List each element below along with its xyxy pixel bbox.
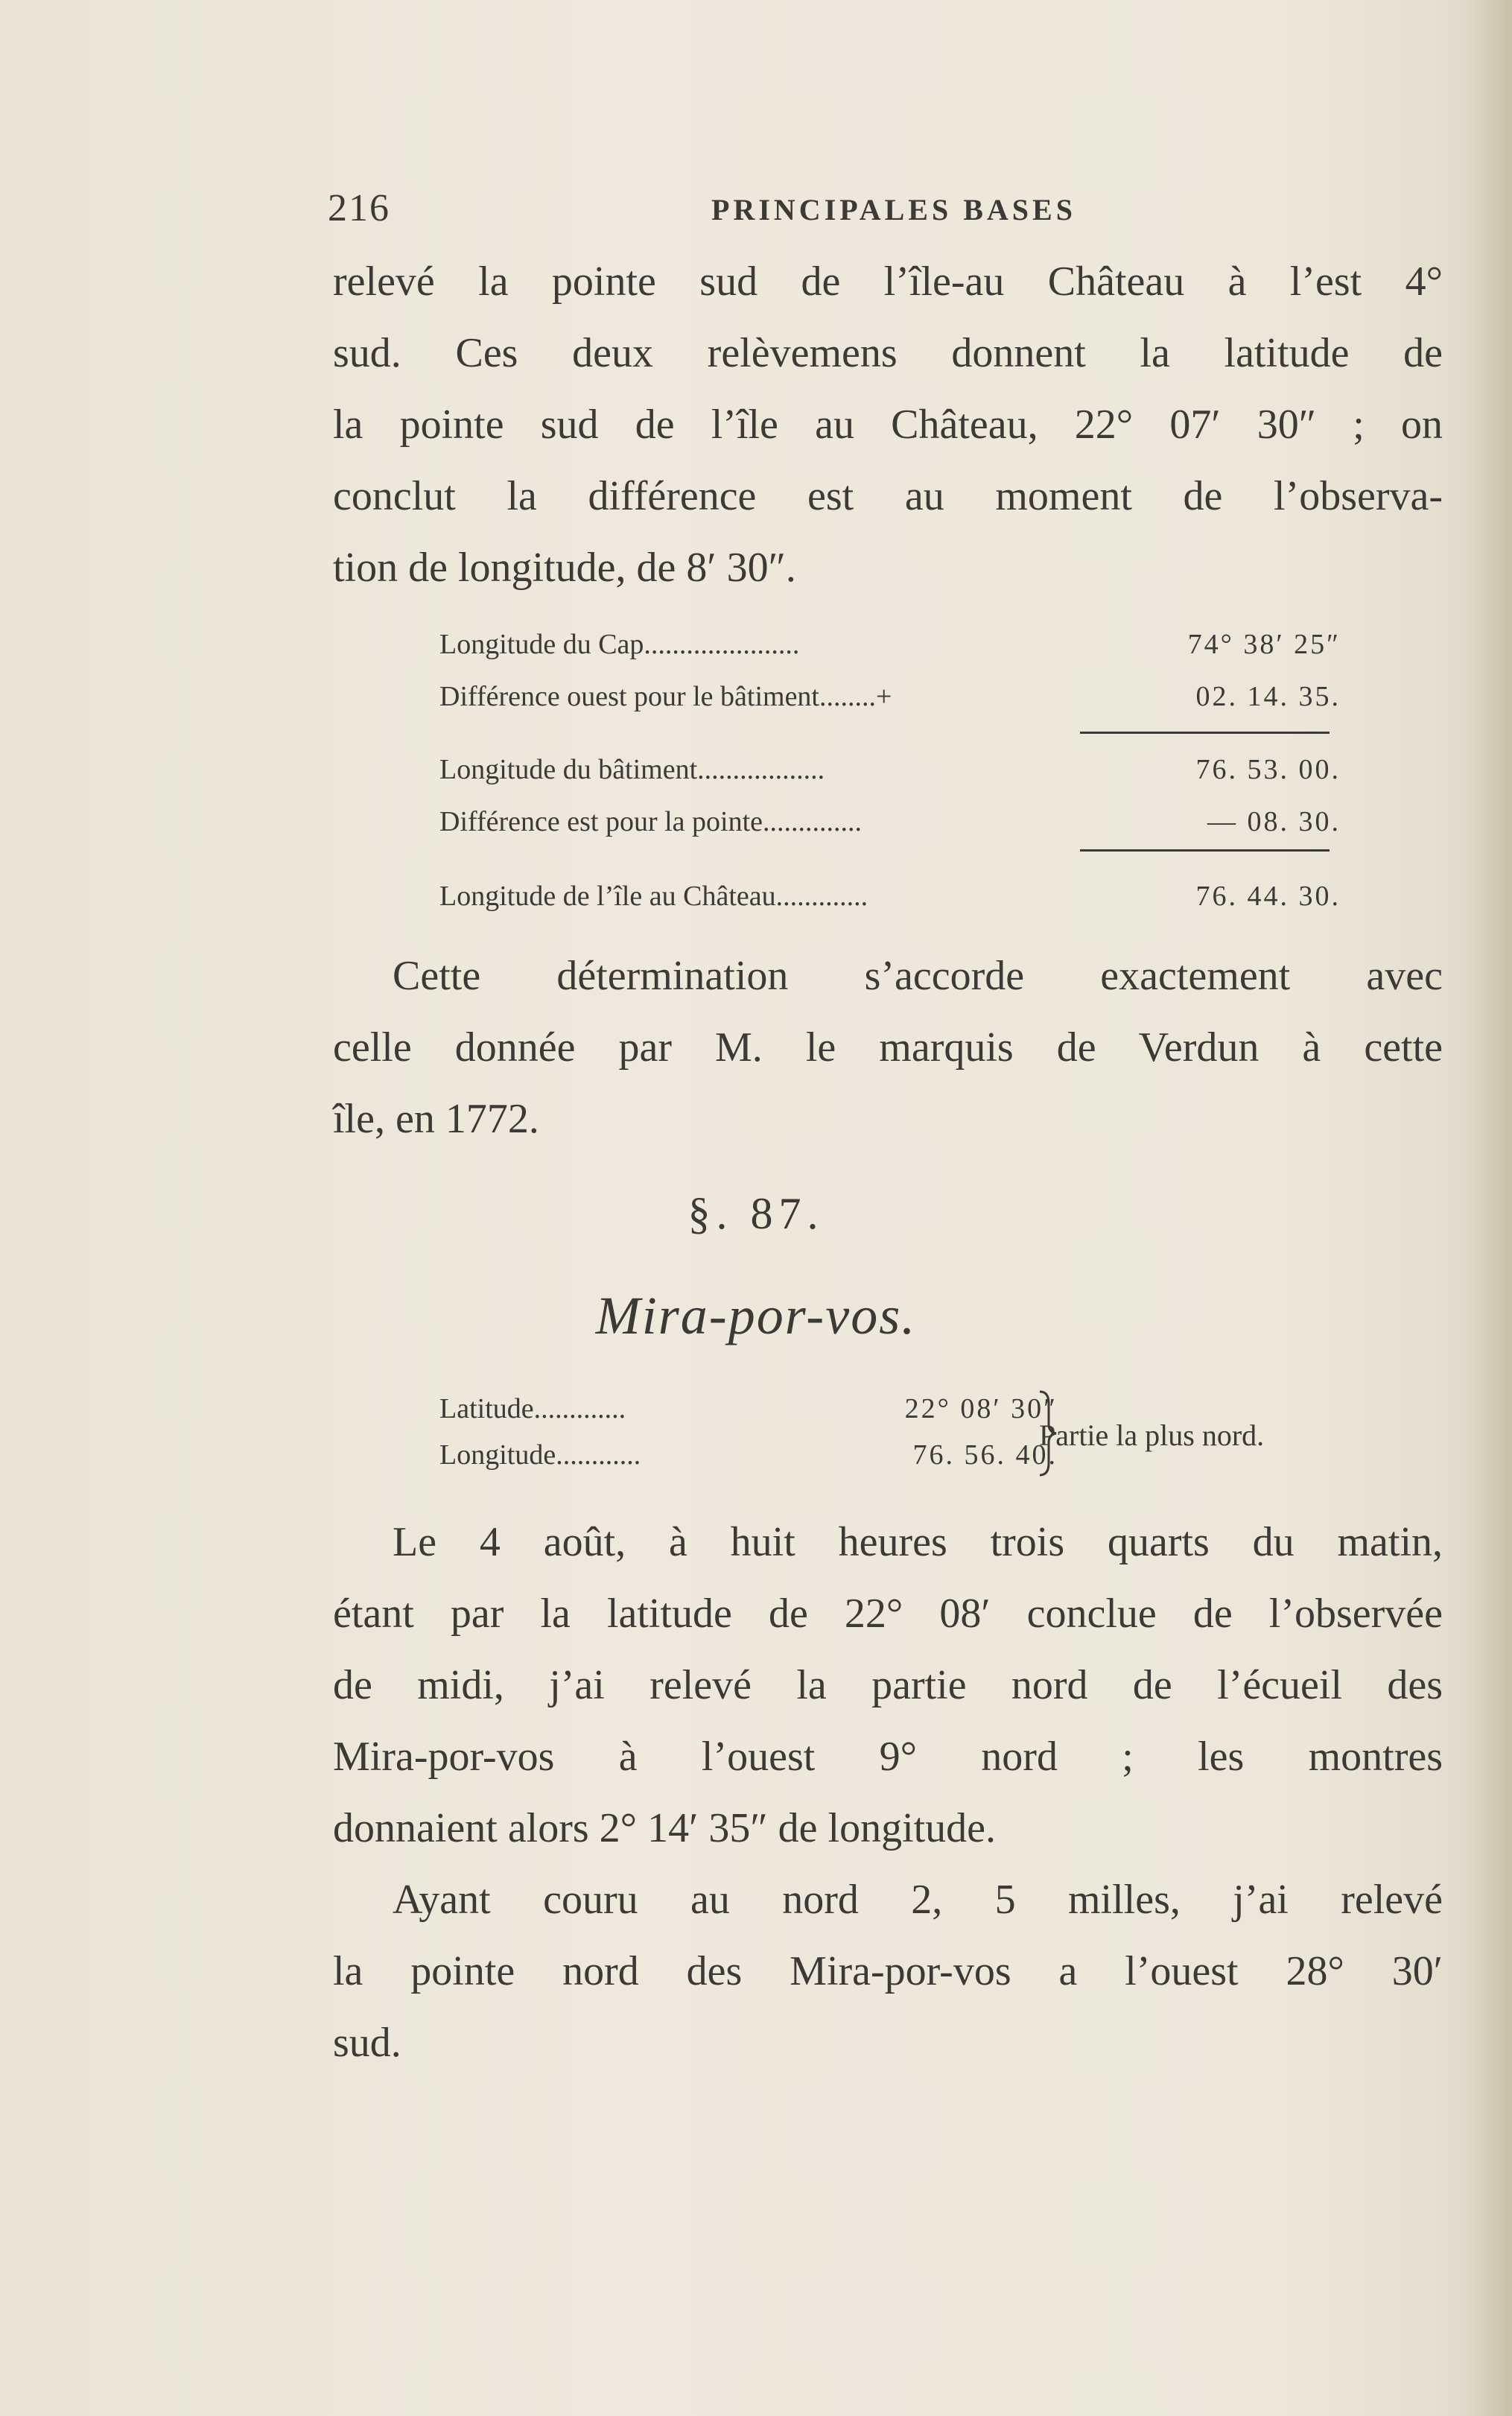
latitude-label: Latitude............. — [439, 1393, 626, 1424]
coordinates-note: Partie la plus nord. — [1039, 1418, 1265, 1452]
calc-value: — 08. 30. — [1207, 806, 1341, 837]
paragraph-1 — [333, 246, 1443, 603]
latitude-value: 22° 08′ 30″ — [904, 1393, 1058, 1424]
paragraph-line: conclut la différence est au moment de l’observa- — [333, 473, 1443, 519]
paragraph-line: Ayant couru au nord 2, 5 milles, j’ai relevé — [393, 1877, 1443, 1923]
page-header — [328, 186, 1460, 238]
coordinates-block — [439, 1386, 1423, 1478]
calc-row — [439, 618, 1341, 670]
calc-row — [439, 743, 1341, 796]
calc-value: 02. 14. 35. — [1195, 681, 1341, 712]
calc-label: Différence ouest pour le bâtiment........+ — [439, 681, 892, 712]
calc-row — [439, 870, 1341, 922]
calc-label: Différence est pour la pointe.............. — [439, 806, 863, 837]
paragraph-line: relevé la pointe sud de l’île-au Château à l’est 4° — [333, 259, 1443, 305]
calc-value: 76. 44. 30. — [1195, 881, 1341, 912]
paragraph-2 — [333, 940, 1443, 1155]
paragraph-line: étant par la latitude de 22° 08′ conclue de l’observée — [333, 1591, 1443, 1637]
calc-row — [439, 670, 1341, 723]
paragraph-line: sud. — [333, 2020, 401, 2066]
section-title: Mira-por-vos. — [595, 1286, 917, 1345]
longitude-value: 76. 56. 40. — [912, 1439, 1058, 1471]
calc-row — [439, 796, 1341, 848]
sum-rule — [1080, 732, 1330, 734]
paragraph-line: la pointe nord des Mira-por-vos a l’ouest 28° 30′ — [333, 1948, 1443, 1994]
coord-row — [439, 1432, 1423, 1478]
paragraph-line: île, en 1772. — [333, 1096, 539, 1142]
coord-row — [439, 1386, 1423, 1432]
paragraph-line: Mira-por-vos à l’ouest 9° nord ; les montres — [333, 1734, 1443, 1780]
page-number: 216 — [328, 187, 390, 229]
running-title: PRINCIPALES BASES — [711, 193, 1076, 226]
paragraph-4 — [333, 1864, 1443, 2079]
calc-label: Longitude du bâtiment.................. — [439, 754, 825, 785]
calc-value: 74° 38′ 25″ — [1187, 629, 1341, 660]
paragraph-line: la pointe sud de l’île au Château, 22° 07′ 30″ ; on — [333, 402, 1443, 448]
paragraph-line: donnaient alors 2° 14′ 35″ de longitude. — [333, 1805, 997, 1851]
longitude-calculation — [439, 618, 1341, 922]
longitude-label: Longitude............ — [439, 1439, 641, 1471]
calc-label: Longitude du Cap...................... — [439, 629, 800, 660]
calc-label: Longitude de l’île au Château............. — [439, 881, 868, 912]
paragraph-line: celle donnée par M. le marquis de Verdun à cette — [333, 1024, 1443, 1071]
paragraph-line: tion de longitude, de 8′ 30″. — [333, 545, 796, 591]
sum-rule — [1080, 849, 1330, 852]
paragraph-3 — [333, 1506, 1443, 1864]
paragraph-line: Le 4 août, à huit heures trois quarts du matin, — [393, 1519, 1443, 1565]
calc-value: 76. 53. 00. — [1195, 754, 1341, 785]
section-number: §. 87. — [687, 1189, 825, 1238]
paragraph-line: Cette détermination s’accorde exactement avec — [393, 953, 1443, 999]
paragraph-line: sud. Ces deux relèvemens donnent la latitude de — [333, 330, 1443, 376]
paragraph-line: de midi, j’ai relevé la partie nord de l’écueil des — [333, 1662, 1443, 1708]
